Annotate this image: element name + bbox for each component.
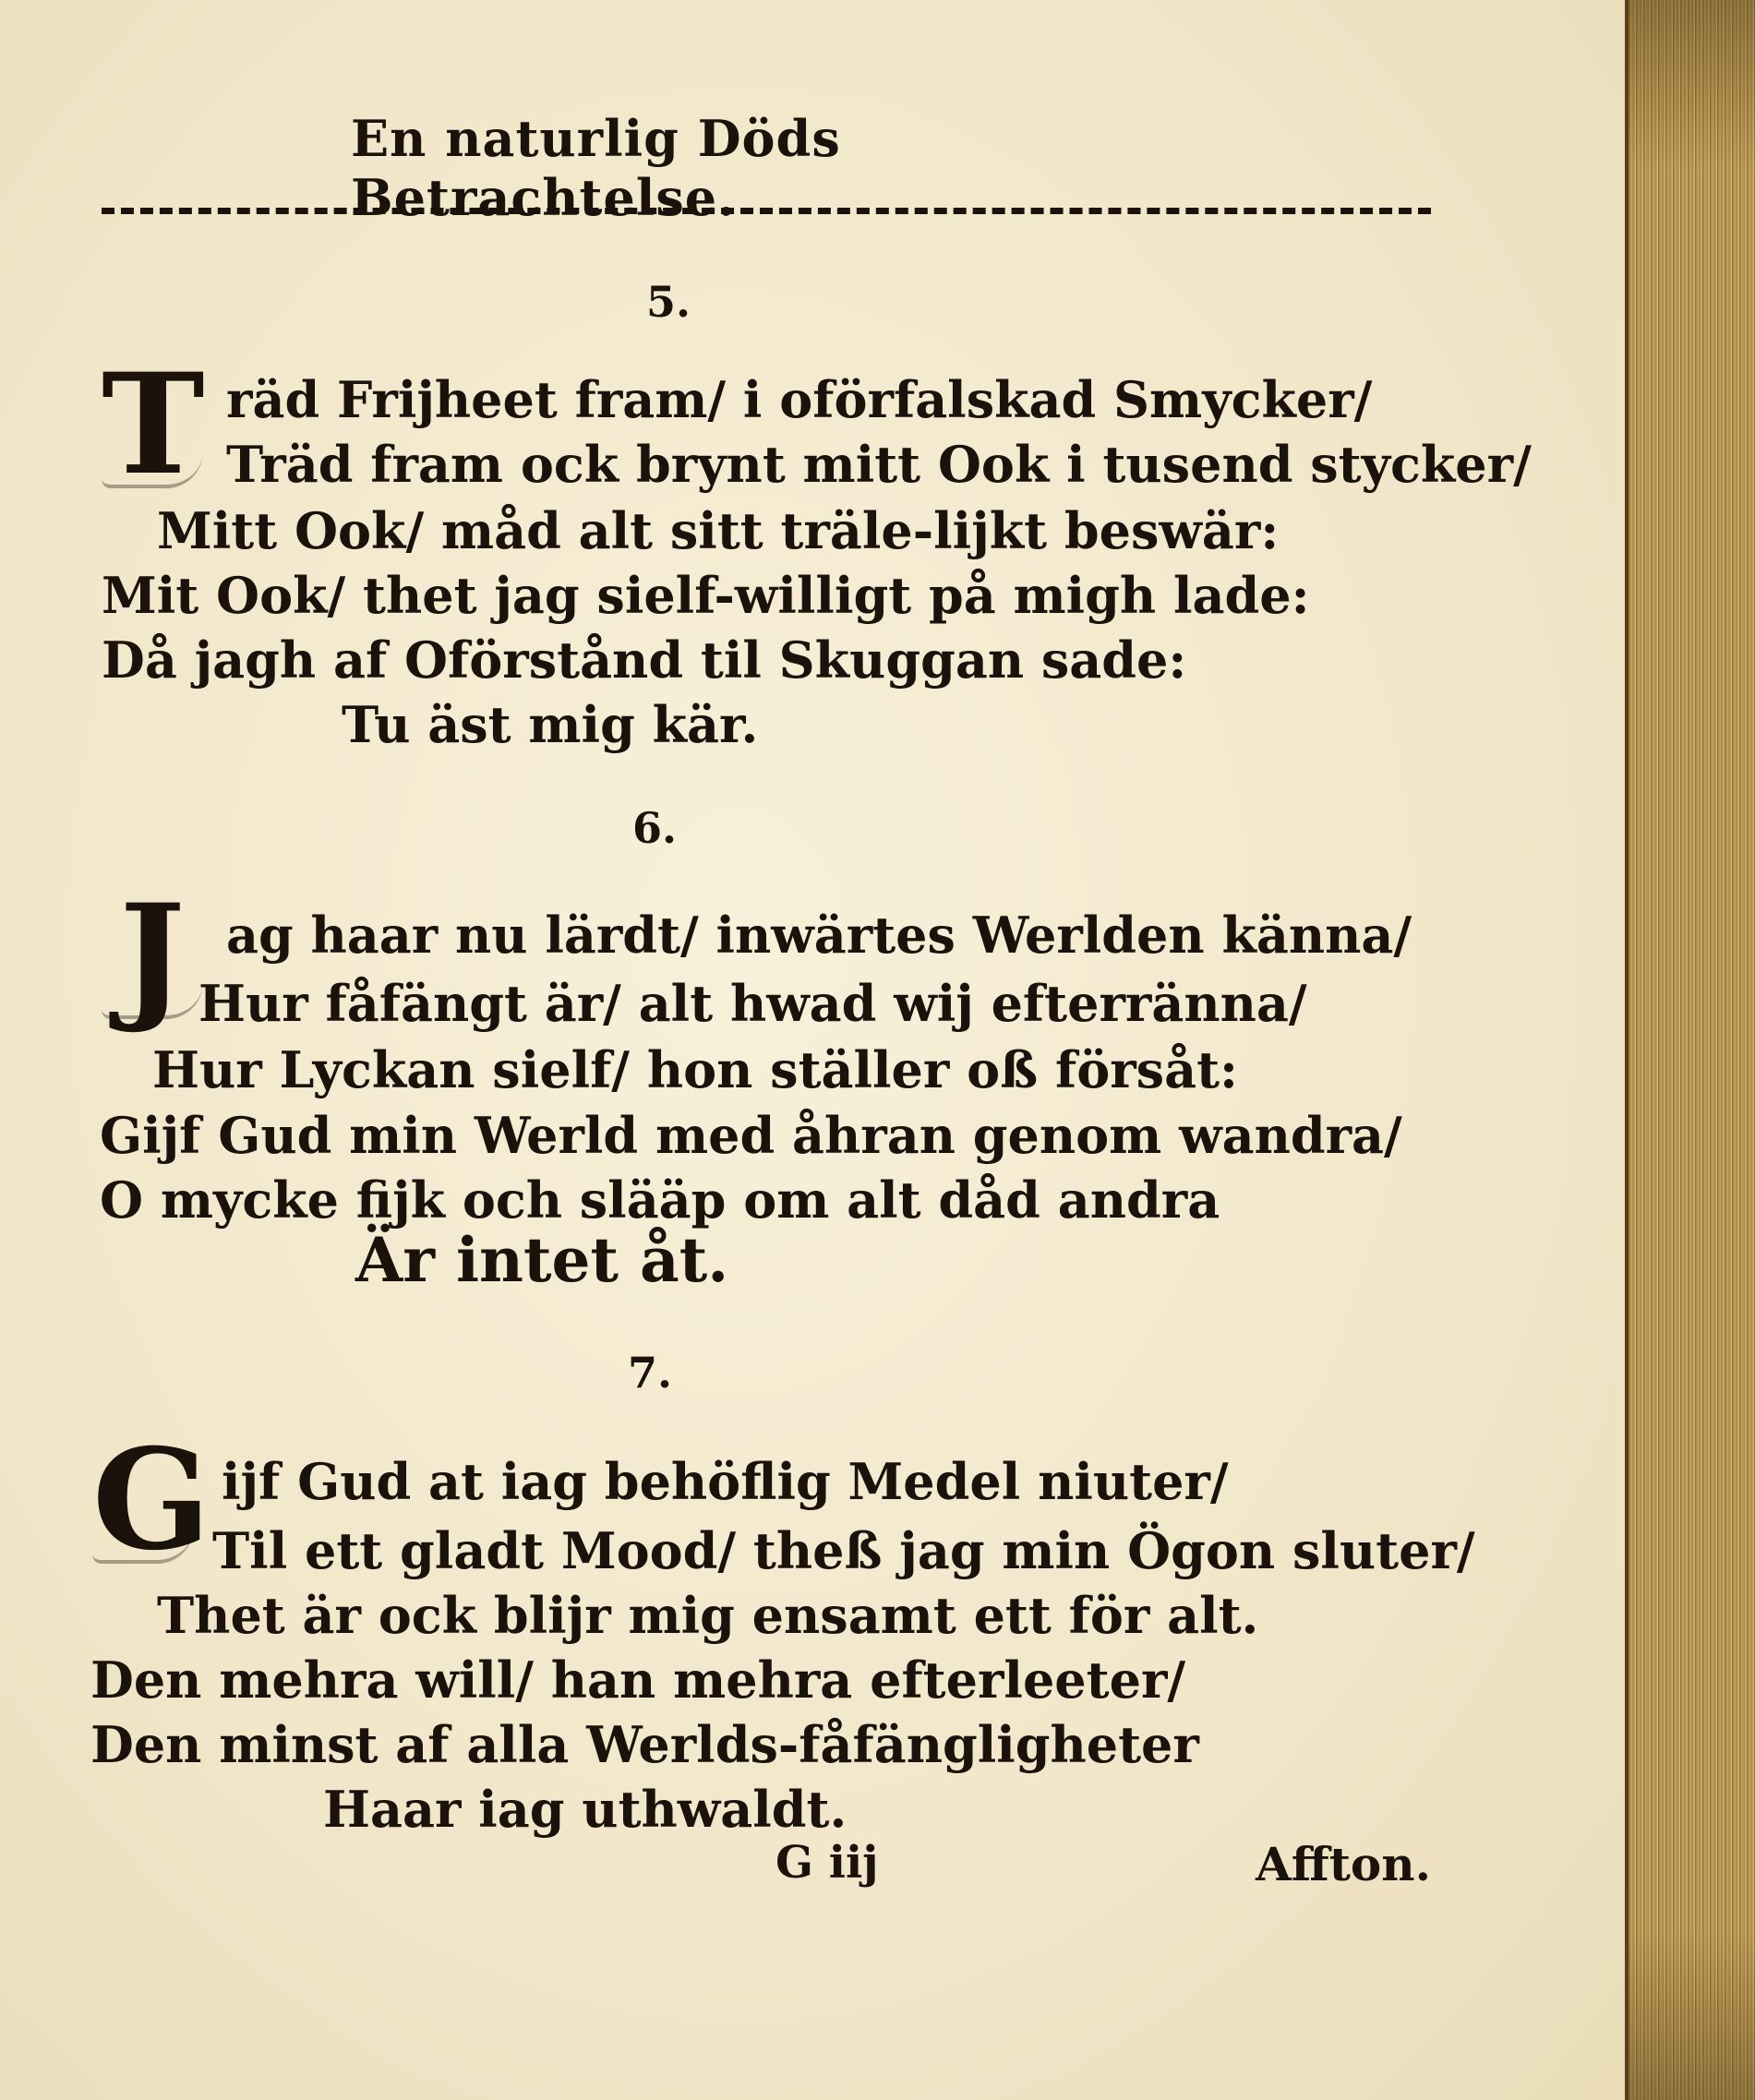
running-head: En naturlig Döds Betrachtelse. bbox=[351, 109, 841, 227]
stanza-number: 5. bbox=[646, 277, 691, 327]
verse-line: Den mehra will/ han mehra efterleeter/ bbox=[90, 1650, 1186, 1710]
drop-cap-initial: J bbox=[102, 891, 203, 1020]
stanza-number: 7. bbox=[628, 1348, 673, 1398]
verse-line: ijf Gud at iag behöflig Medel niuter/ bbox=[222, 1452, 1229, 1511]
verse-line: Träd fram ock brynt mitt Ook i tusend stycker/ bbox=[226, 435, 1532, 494]
verse-line: Den minst af alla Werlds-fåfängligheter bbox=[90, 1715, 1199, 1774]
verse-line: Då jagh af Oförstånd til Skuggan sade: bbox=[102, 630, 1187, 690]
verse-line: Mit Ook/ thet jag sielf-willigt på migh lade: bbox=[102, 566, 1310, 625]
verse-line: ag haar nu lärdt/ inwärtes Werlden känna/ bbox=[226, 906, 1412, 965]
drop-cap-initial: G bbox=[92, 1419, 211, 1581]
page-edges bbox=[1625, 0, 1755, 2100]
catchword: Affton. bbox=[1256, 1837, 1432, 1891]
drop-cap-initial: T bbox=[102, 343, 205, 506]
verse-line: Är intet åt. bbox=[355, 1224, 729, 1296]
verse-line: Hur Lyckan sielf/ hon ställer oß försåt: bbox=[152, 1040, 1238, 1099]
verse-line: räd Frijheet fram/ i oförfalskad Smycker/ bbox=[226, 370, 1373, 429]
verse-line: Gijf Gud min Werld med åhran genom wandra/ bbox=[100, 1106, 1402, 1165]
verse-line: Tu äst mig kär. bbox=[342, 695, 759, 754]
verse-line: O mycke fijk och slääp om alt dåd andra bbox=[100, 1170, 1220, 1230]
verse-line: Hur fåfängt är/ alt hwad wij efterränna/ bbox=[198, 974, 1307, 1033]
verse-line: Til ett gladt Mood/ theß jag min Ögon sluter/ bbox=[212, 1521, 1475, 1580]
verse-line: Thet är ock blijr mig ensamt ett för alt. bbox=[157, 1586, 1259, 1645]
verse-line: Haar iag uthwaldt. bbox=[323, 1780, 847, 1839]
signature-mark: G iij bbox=[775, 1837, 879, 1889]
head-rule bbox=[102, 208, 1431, 214]
verse-line: Mitt Ook/ måd alt sitt träle-lijkt beswär: bbox=[157, 501, 1280, 560]
stanza-number: 6. bbox=[632, 803, 678, 853]
